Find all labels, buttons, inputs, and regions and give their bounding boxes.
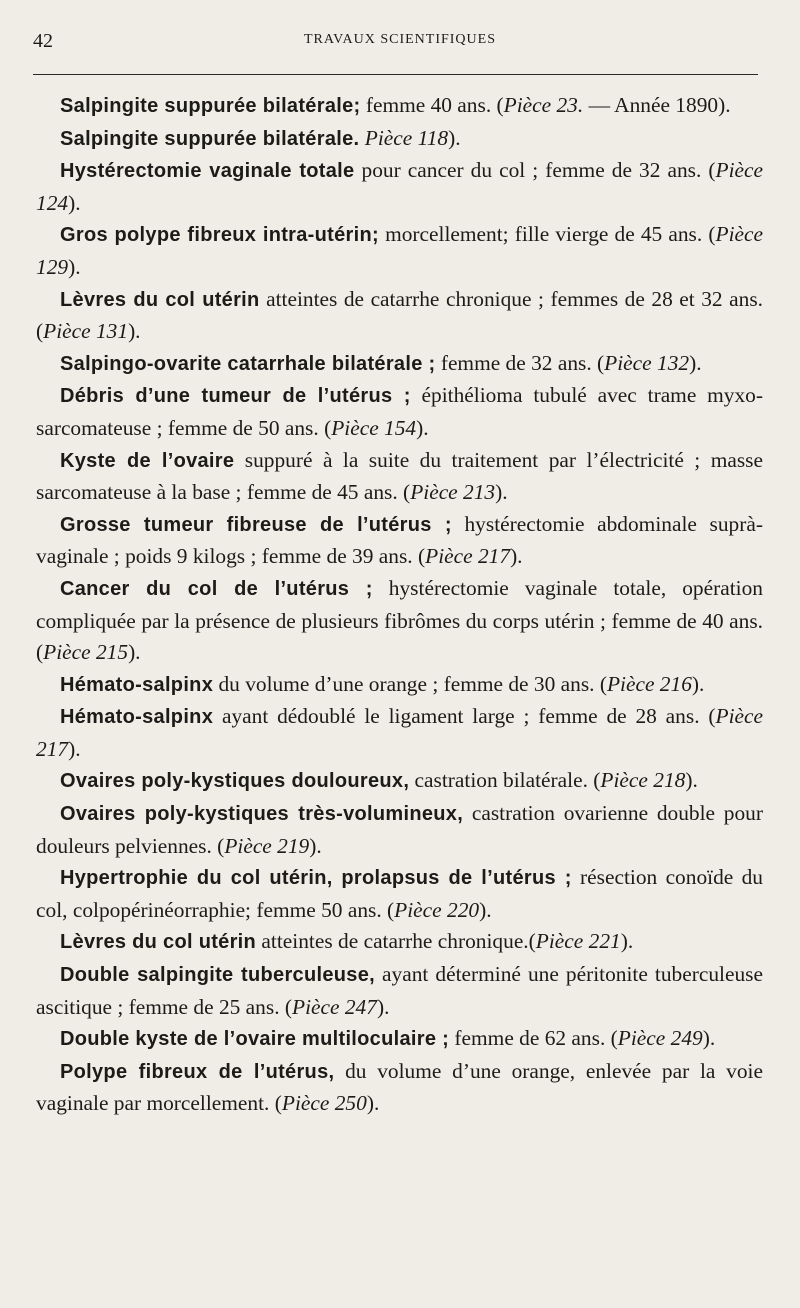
entry-reference: Pièce 220 xyxy=(394,897,480,922)
entry-title: Grosse tumeur fibreuse de l’utérus ; xyxy=(60,513,452,536)
entry-reference: Pièce 23. xyxy=(503,93,584,117)
entry-text: résection conoïde du col, colpopérinéorraphie; femme 50 ans. ( xyxy=(36,865,763,922)
entry-tail: — Année 1890). xyxy=(583,93,731,117)
entry-list xyxy=(36,90,763,1120)
list-item xyxy=(36,155,763,219)
entry-text: morcellement; fille vierge de 45 ans. ( xyxy=(378,222,716,247)
entry-tail: ). xyxy=(376,994,390,1019)
entry-title: Salpingite suppurée bilatérale. xyxy=(60,127,360,150)
entry-reference: Pièce 215 xyxy=(43,640,129,665)
entry-text: atteintes de catarrhe chronique ; femmes de 28 et 32 ans. ( xyxy=(36,286,763,344)
entry-title: Cancer du col de l’utérus ; xyxy=(60,577,373,600)
list-item xyxy=(36,380,763,444)
entry-title: Débris d’une tumeur de l’utérus ; xyxy=(60,385,411,408)
entry-title: Double salpingite tuberculeuse, xyxy=(60,964,375,987)
list-item xyxy=(36,959,763,1023)
entry-text: ayant dédoublé le ligament large ; femme de 28 ans. ( xyxy=(213,704,716,729)
list-item xyxy=(36,669,763,702)
entry-title: Hypertrophie du col utérin, prolapsus de l’utérus ; xyxy=(60,867,572,890)
entry-title: Kyste de l’ovaire xyxy=(60,449,235,472)
page-number: 42 xyxy=(33,30,53,52)
entry-reference: Pièce 250 xyxy=(281,1091,367,1116)
list-item xyxy=(36,348,763,381)
entry-title: Gros polype fibreux intra-utérin; xyxy=(60,224,379,247)
header-rule xyxy=(33,74,758,75)
entry-text: castration ovarienne double pour douleurs pelviennes. ( xyxy=(36,801,763,858)
entry-tail: ). xyxy=(691,671,705,696)
entry-title: Hémato-salpinx xyxy=(60,673,214,696)
entry-reference: Pièce 217 xyxy=(36,704,763,761)
entry-tail: ). xyxy=(685,768,698,793)
entry-text: suppuré à la suite du traitement par l’électricité ; masse sarcomateuse à la base ; femme de 45 ans. ( xyxy=(36,447,763,505)
entry-tail: ). xyxy=(128,319,141,344)
list-item xyxy=(36,926,763,959)
entry-tail: ). xyxy=(309,833,322,858)
entry-tail: ). xyxy=(689,350,702,375)
entry-title: Ovaires poly-kystiques douloureux, xyxy=(60,770,410,793)
entry-tail: ). xyxy=(128,640,141,665)
entry-tail: ). xyxy=(495,480,508,505)
entry-text: du volume d’une orange, enlevée par la voie vaginale par morcellement. ( xyxy=(36,1058,763,1116)
entry-title: Ovaires poly-kystiques très-volumineux, xyxy=(60,803,464,826)
entry-reference: Pièce 154 xyxy=(331,415,417,440)
entry-reference: Pièce 218 xyxy=(600,768,686,793)
entry-text: hystérectomie abdominale suprà-vaginale ; poids 9 kilogs ; femme de 39 ans. ( xyxy=(36,511,763,569)
running-title: TRAVAUX SCIENTIFIQUES xyxy=(303,32,496,47)
entry-text: femme de 62 ans. ( xyxy=(449,1026,618,1051)
entry-text: pour cancer du col ; femme de 32 ans. ( xyxy=(354,158,716,183)
list-item xyxy=(36,284,763,348)
entry-title: Hémato-salpinx xyxy=(60,706,214,729)
entry-title: Double kyste de l’ovaire multiloculaire ; xyxy=(60,1028,450,1051)
entry-tail: ). xyxy=(448,125,461,150)
list-item xyxy=(36,573,763,669)
entry-reference: Pièce 131 xyxy=(43,319,129,344)
entry-text: castration bilatérale. ( xyxy=(409,768,601,793)
entry-tail: ). xyxy=(68,736,81,761)
entry-tail: ). xyxy=(68,254,81,279)
entry-title: Lèvres du col utérin xyxy=(60,288,260,311)
list-item xyxy=(36,1023,763,1056)
entry-reference: Pièce 249 xyxy=(617,1026,703,1051)
entry-reference: Pièce 213 xyxy=(410,480,496,505)
entry-tail: ). xyxy=(366,1091,380,1116)
list-item xyxy=(36,445,763,509)
list-item xyxy=(36,509,763,573)
entry-reference: Pièce 217 xyxy=(425,544,511,569)
entry-title: Salpingo-ovarite catarrhale bilatérale ; xyxy=(60,352,436,375)
entry-reference: Pièce 118 xyxy=(364,125,449,150)
entry-title: Hystérectomie vaginale totale xyxy=(60,160,355,183)
entry-title: Polype fibreux de l’utérus, xyxy=(60,1060,335,1083)
entry-reference: Pièce 216 xyxy=(606,671,692,696)
entry-text: épithélioma tubulé avec trame myxo-sarcomateuse ; femme de 50 ans. ( xyxy=(36,383,763,440)
list-item xyxy=(36,219,763,283)
entry-title: Salpingite suppurée bilatérale; xyxy=(60,95,361,117)
entry-reference: Pièce 129 xyxy=(36,222,763,279)
entry-reference: Pièce 132 xyxy=(604,350,690,375)
entry-text: du volume d’une orange ; femme de 30 ans. ( xyxy=(213,671,607,696)
entry-title: Lèvres du col utérin xyxy=(60,931,257,954)
entry-text: atteintes de catarrhe chronique.( xyxy=(256,929,536,954)
list-item xyxy=(36,798,763,862)
entry-text: femme de 32 ans. ( xyxy=(435,350,605,375)
entry-text: ayant déterminé une péritonite tuberculeuse ascitique ; femme de 25 ans. ( xyxy=(36,962,764,1019)
entry-tail: ). xyxy=(510,544,523,569)
list-item xyxy=(36,701,763,765)
entry-tail: ). xyxy=(479,897,492,922)
entry-tail: ). xyxy=(416,415,429,440)
list-item xyxy=(36,90,763,123)
entry-text: femme 40 ans. ( xyxy=(360,93,504,117)
list-item xyxy=(36,1056,763,1120)
entry-tail: ). xyxy=(702,1026,716,1051)
entry-text: hystérectomie vaginale totale, opération compliquée par la présence de plusieurs fibrômes du corps utérin ; femme de 40 ans. ( xyxy=(36,575,763,665)
list-item xyxy=(36,862,763,926)
list-item xyxy=(36,765,763,798)
entry-reference: Pièce 221 xyxy=(535,929,621,954)
entry-reference: Pièce 219 xyxy=(224,833,310,858)
list-item xyxy=(36,123,763,156)
entry-tail: ). xyxy=(620,929,634,954)
entry-reference: Pièce 124 xyxy=(36,158,763,215)
entry-reference: Pièce 247 xyxy=(292,994,377,1019)
entry-tail: ). xyxy=(68,190,81,215)
